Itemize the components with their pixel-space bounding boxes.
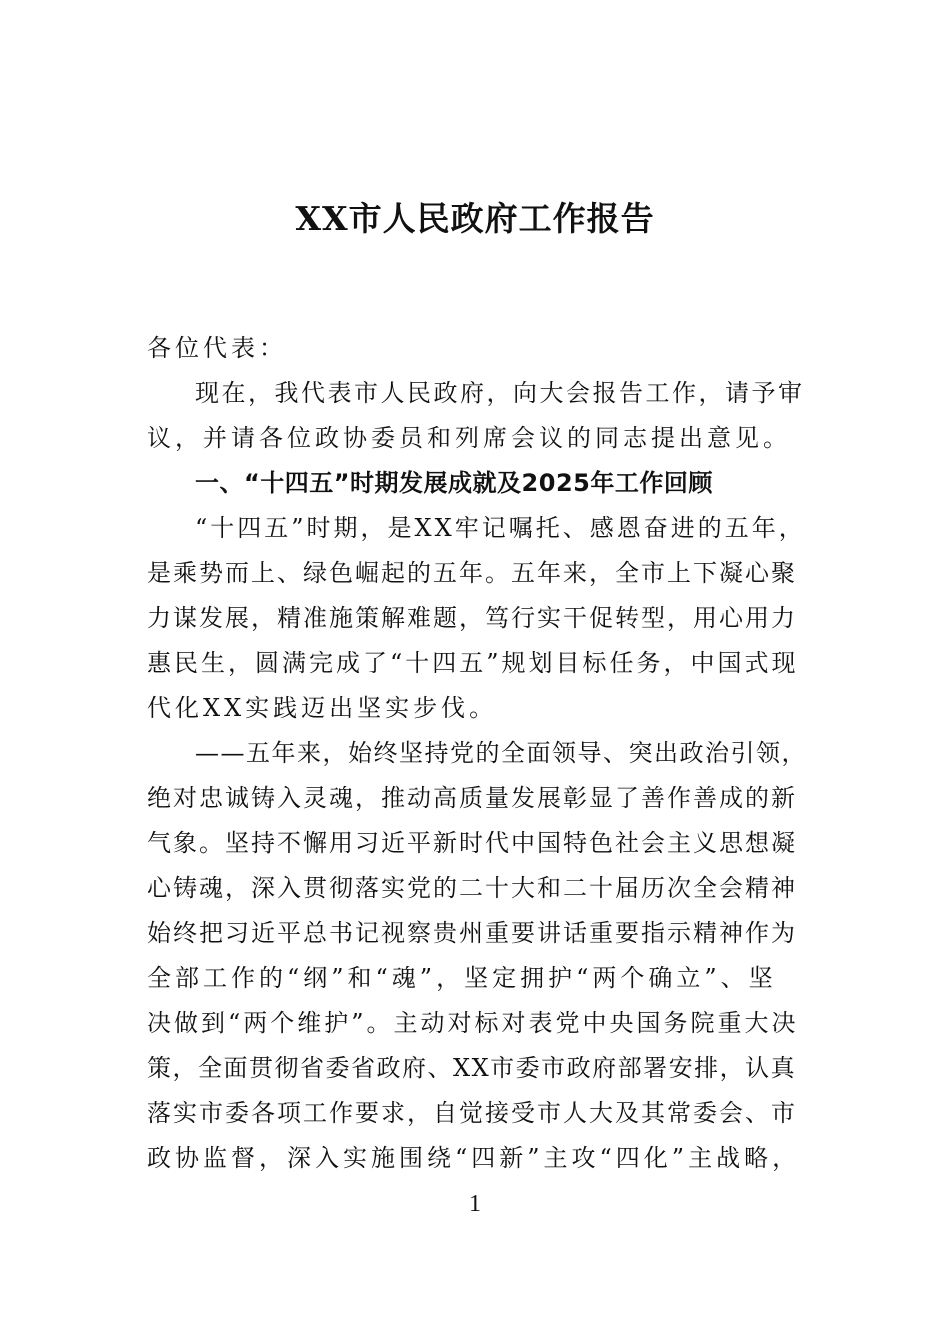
- body-line: 心铸魂，深入贯彻落实党的二十大和二十届历次全会精神: [147, 874, 797, 902]
- body-line: 落实市委各项工作要求，自觉接受市人大及其常委会、市: [147, 1099, 797, 1127]
- body-line: 力谋发展，精准施策解难题，笃行实干促转型，用心用力: [147, 604, 797, 632]
- body-line: 政协监督，深入实施围绕“四新”主攻“四化”主战略，: [147, 1144, 801, 1172]
- document-title: XX市人民政府工作报告: [295, 199, 655, 238]
- body-line: 策，全面贯彻省委省政府、XX市委市政府部署安排，认真: [147, 1054, 797, 1082]
- body-line: 是乘势而上、绿色崛起的五年。五年来，全市上下凝心聚: [147, 559, 797, 587]
- body-line: 全部工作的“纲”和“魂”，坚定拥护“两个确立”、坚: [147, 964, 777, 992]
- body-line: 现在，我代表市人民政府，向大会报告工作，请予审: [195, 379, 805, 407]
- page-number: 1: [469, 1191, 481, 1217]
- body-line: 惠民生，圆满完成了“十四五”规划目标任务，中国式现: [147, 649, 799, 677]
- salutation: 各位代表：: [147, 334, 287, 362]
- body-line: “十四五”时期，是XX牢记嘱托、感恩奋进的五年，: [195, 514, 806, 542]
- body-line: 绝对忠诚铸入灵魂，推动高质量发展彰显了善作善成的新: [147, 784, 797, 812]
- body-line: 决做到“两个维护”。主动对标对表党中央国务院重大决: [147, 1009, 799, 1037]
- body-line: 始终把习近平总书记视察贵州重要讲话重要指示精神作为: [147, 919, 797, 947]
- body-line: ——五年来，始终坚持党的全面领导、突出政治引领，: [195, 739, 807, 767]
- body-line: 气象。坚持不懈用习近平新时代中国特色社会主义思想凝: [147, 829, 797, 857]
- section-heading: 一、“十四五”时期发展成就及2025年工作回顾: [195, 469, 713, 497]
- body-line: 代化XX实践迈出坚实步伐。: [147, 694, 498, 722]
- body-line: 议，并请各位政协委员和列席会议的同志提出意见。: [147, 424, 791, 452]
